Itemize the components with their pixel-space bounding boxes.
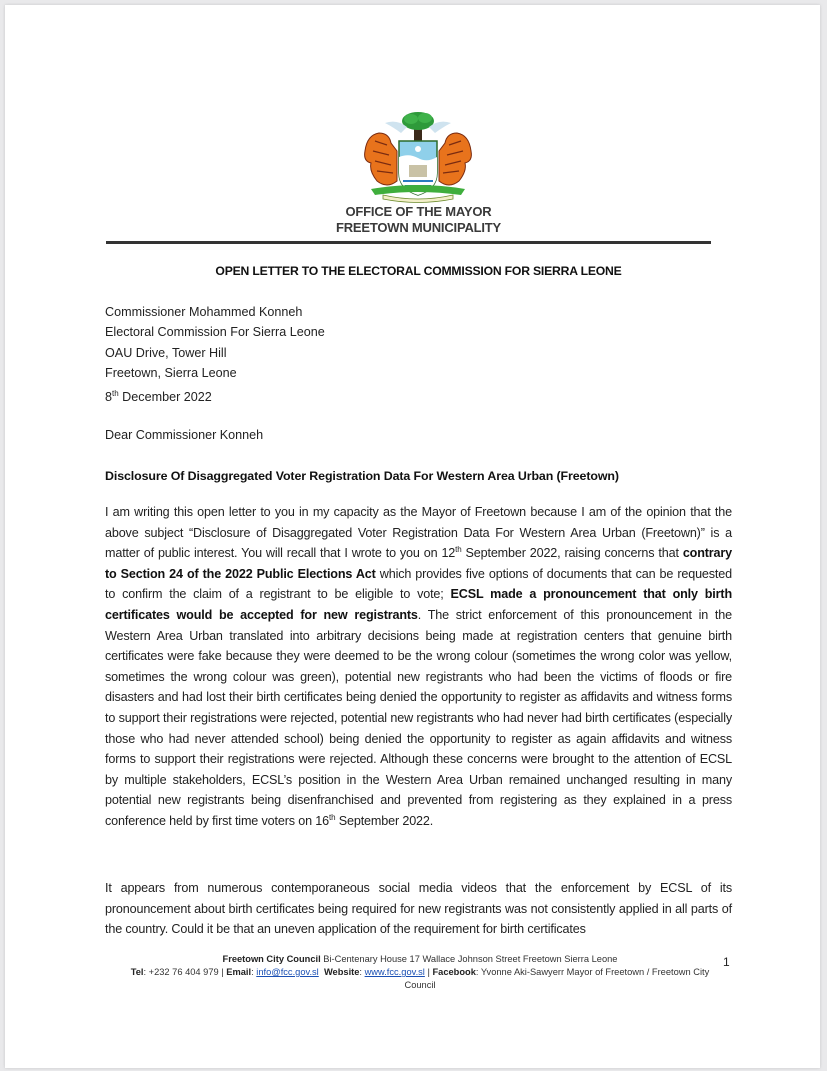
body-paragraph-2: It appears from numerous contemporaneous social media videos that the enforcement by ECSL of its pronouncement about birth certificates being required for new registrants was not consistently applied in all parts of the country. Could it be that an uneven application of the requirement for birth certificates (105, 881, 732, 937)
recipient-name: Commissioner Mohammed Konneh (105, 305, 303, 319)
footer-facebook: : Yvonne Aki-Sawyerr Mayor of Freetown / Freetown City Council (404, 967, 710, 990)
footer-address: Bi-Centenary House 17 Wallace Johnson Street Freetown Sierra Leone (320, 954, 618, 964)
document-page (5, 5, 820, 1068)
municipality-title: FREETOWN MUNICIPALITY (335, 220, 502, 235)
bold-phrase: contrary to Section 24 of the 2022 Public Elections Act (105, 546, 733, 581)
email-link[interactable]: info@fcc.gov.sl (256, 967, 319, 977)
salutation: Dear Commissioner Konneh (105, 428, 264, 442)
body-paragraph-1: I am writing this open letter to you in my capacity as the Mayor of Freetown because I am of the opinion that the above subject “Disclosure of Disaggregated Voter Registration Data For Western Area Urban (Freetown)” is a matter of public interest. You will recall that I wrote to you on 12th September 2022, raising concerns that contrary to Section 24 of the 2022 Public Elections Act which provides five options of documents that can be requested to confirm the claim of a registrant to be eligible to vote; ECSL made a pronouncement that only birth certificates would be accepted for new registrants. The strict enforcement of this pronouncement in the Western Area Urban translated into arbitrary decisions being made at registration centers that genuine birth certificates were fake because they were deemed to be the wrong colour (sometimes the wrong color was yellow, sometimes the wrong colour was green), potential new registrants who had been the victims of floods or fire disasters and had lost their birth certificates being denied the opportunity to register as affidavits and witness forms to support their registrations were rejected, potential new registrants who had never had birth certificates (especially those who had never attended school) being denied the opportunity to register as again affidavits and witness forms to support their registrations were rejected. Although these concerns were brought to the attention of ECSL by multiple stakeholders, ECSL’s position in the Western Area Urban remained unchanged resulting in many potential new registrants being disenfranchised and prevented from registering as they explained in a press conference held by first time voters on 16th September 2022. (105, 505, 733, 828)
subject-line: Disclosure Of Disaggregated Voter Registration Data For Western Area Urban (Freetown) (105, 469, 619, 483)
recipient-city: Freetown, Sierra Leone (105, 366, 237, 381)
recipient-organization: Electoral Commission For Sierra Leone (105, 325, 325, 340)
bold-phrase: ECSL made a pronouncement that only birth certificates would be accepted for new registrants (105, 587, 732, 622)
page-number: 1 (723, 955, 730, 969)
coat-of-arms-icon (357, 111, 479, 203)
header-divider (106, 241, 711, 244)
recipient-street: OAU Drive, Tower Hill (105, 345, 227, 360)
office-title: OFFICE OF THE MAYOR (345, 204, 492, 219)
letter-date: 8th December 2022 (105, 388, 212, 404)
letter-title: OPEN LETTER TO THE ELECTORAL COMMISSION FOR SIERRA LEONE (215, 264, 622, 278)
recipient-address (105, 302, 325, 407)
footer-phone: : +232 76 404 979 | (143, 967, 227, 977)
website-link[interactable]: www.fcc.gov.sl (364, 967, 425, 977)
footer-org: Freetown City Council (222, 954, 321, 964)
letter-footer: Freetown City Council Bi-Centenary House 17 Wallace Johnson Street Freetown Sierra Leone Tel: +232 76 404 979 | Email: info@fcc.gov.sl Website: www.fcc.gov.sl | Facebook: Yvonne Aki-Sawyerr Mayor of Freetown / Freetown City Council (130, 954, 710, 990)
